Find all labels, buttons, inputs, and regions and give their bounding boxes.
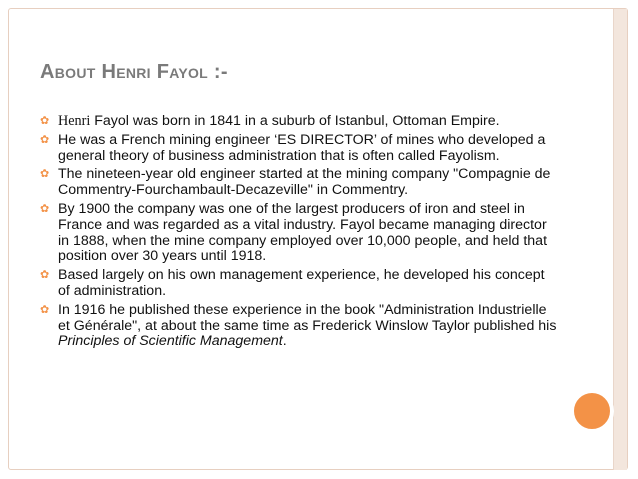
bullet-text-1: [58, 114, 560, 130]
bullet-item-1: [40, 114, 560, 130]
bullet-item-3: [40, 167, 560, 199]
bullet-list: [40, 114, 560, 353]
flower-bullet-icon: ✿: [40, 268, 50, 282]
flower-bullet-icon: ✿: [40, 132, 50, 146]
flower-bullet-icon: ✿: [40, 201, 50, 215]
bullet-body-6: In 1916 he published these experience in the book "Administration Industrielle et Générale", at about the same time as Frederick Winslow Taylor published his: [58, 301, 557, 334]
bullet-item-2: [40, 133, 560, 165]
bullet-text-4: By 1900 the company was one of the largest producers of iron and steel in France and was regarded as a vital industry. Fayol became managing director in 1888, when the mine company employed over 10,000 people, and held that position over 30 years until 1918.: [58, 200, 548, 265]
bullet-text-5: Based largely on his own management experience, he developed his concept of administration.: [58, 267, 545, 299]
bullet-body-1: Fayol was born in 1841 in a suburb of Istanbul, Ottoman Empire.: [90, 113, 500, 129]
book-title-italic: Principles of Scientific Management: [58, 333, 283, 350]
bullet-item-4: [40, 202, 560, 265]
bullet-lead-word: Henri: [58, 113, 91, 129]
bullet-item-6: [40, 303, 560, 350]
bullet-text-6: [58, 303, 560, 350]
bullet-text-3: The nineteen-year old engineer started at the mining company "Compagnie de Commentry-Fourchambault-Decazeville" in Commentry.: [58, 166, 551, 199]
flower-bullet-icon: ✿: [40, 114, 50, 127]
slide-title: About Henri Fayol :-: [40, 61, 228, 83]
orange-accent-circle: [570, 389, 614, 433]
flower-bullet-icon: ✿: [40, 167, 50, 181]
right-decorative-band: [613, 9, 627, 470]
bullet-tail-6: .: [282, 333, 287, 350]
bullet-text-2: He was a French mining engineer ‘ES DIRECTOR’ of mines who developed a general theory of business administration that is often called Fayolism.: [58, 131, 546, 164]
flower-bullet-icon: ✿: [40, 302, 50, 316]
bullet-item-5: [40, 268, 560, 300]
